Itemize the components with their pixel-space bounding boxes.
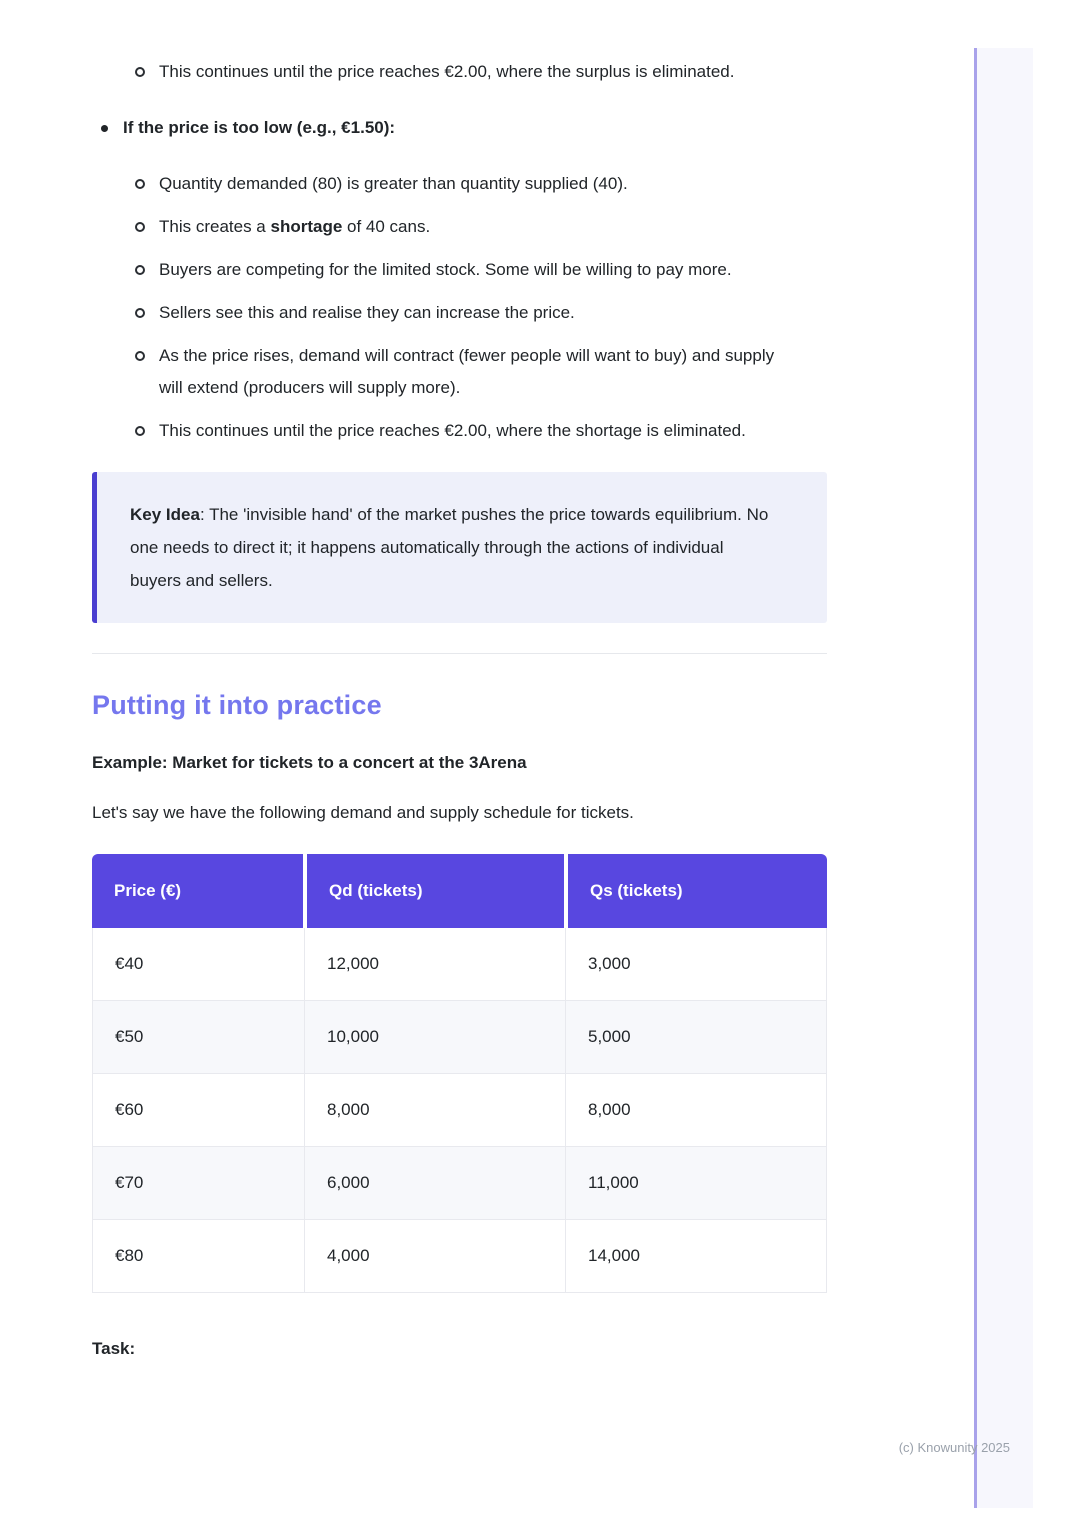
table-cell: 10,000 [305, 1001, 566, 1073]
table-header-row [92, 854, 827, 928]
table-cell: 8,000 [588, 1100, 631, 1119]
circle-bullet-icon [135, 308, 145, 318]
list-item [92, 168, 827, 200]
table-header-qs: Qs (tickets) [568, 854, 827, 928]
list-item [92, 340, 827, 404]
list-item-title: If the price is too low (e.g., €1.50): [123, 118, 396, 137]
example-heading: Example: Market for tickets to a concert at the 3Arena [92, 753, 527, 772]
list-item-text [159, 211, 430, 243]
callout-text: : The 'invisible hand' of the market pushes the price towards equilibrium. No one needs to direct it; it happens automatically through the actions of individual buyers and sellers. [130, 505, 769, 590]
table-cell: €70 [93, 1147, 305, 1219]
list-item-text-bold: shortage [270, 217, 343, 236]
circle-bullet-icon [135, 179, 145, 189]
page-right-margin-panel [977, 48, 1033, 1508]
list-item [92, 297, 827, 329]
list-item-text-part: of 40 cans. [342, 217, 431, 236]
list-item-text: Quantity demanded (80) is greater than quantity supplied (40). [159, 174, 628, 193]
table-cell: 5,000 [588, 1027, 631, 1046]
table-cell: 12,000 [305, 928, 566, 1000]
list-item [92, 211, 827, 243]
task-label: Task: [92, 1339, 136, 1358]
table-cell: €40 [93, 928, 305, 1000]
table-row [93, 1220, 826, 1292]
table-cell: 4,000 [305, 1220, 566, 1292]
document-content [92, 0, 827, 1359]
list-item-text: Buyers are competing for the limited stock. Some will be willing to pay more. [159, 260, 732, 279]
table-header-qd: Qd (tickets) [307, 854, 564, 928]
table-row [93, 1074, 826, 1147]
table-cell: 8,000 [305, 1074, 566, 1146]
table-cell: 11,000 [588, 1173, 639, 1192]
section-divider [92, 653, 827, 654]
table-cell: 3,000 [588, 954, 631, 973]
table-row [93, 928, 826, 1001]
disc-bullet-icon [101, 125, 108, 132]
list-item-text: This continues until the price reaches €2.00, where the surplus is eliminated. [159, 62, 735, 81]
table-body [92, 928, 827, 1293]
intro-paragraph: Let's say we have the following demand and supply schedule for tickets. [92, 803, 634, 822]
circle-bullet-icon [135, 426, 145, 436]
circle-bullet-icon [135, 67, 145, 77]
table-cell: €50 [93, 1001, 305, 1073]
table-cell: 14,000 [588, 1246, 640, 1265]
page-right-border [974, 48, 977, 1508]
table-row [93, 1147, 826, 1220]
circle-bullet-icon [135, 222, 145, 232]
list-item-price-too-low [92, 112, 827, 144]
list-item-text: As the price rises, demand will contract (fewer people will want to buy) and supply will extend (producers will supply more). [159, 346, 775, 397]
list-item-text: Sellers see this and realise they can increase the price. [159, 303, 575, 322]
callout-label: Key Idea [130, 505, 200, 524]
list-item [92, 56, 827, 88]
watermark: (c) Knowunity 2025 [898, 1440, 1010, 1455]
key-idea-callout [92, 472, 827, 623]
table-cell: 6,000 [305, 1147, 566, 1219]
table-row [93, 1001, 826, 1074]
ticket-schedule-table [92, 854, 827, 1293]
list-item-text-part: This creates a [159, 217, 271, 236]
table-header-price: Price (€) [92, 854, 303, 928]
section-heading: Putting it into practice [92, 690, 382, 720]
circle-bullet-icon [135, 351, 145, 361]
list-item [92, 254, 827, 286]
list-item-text: This continues until the price reaches €2.00, where the shortage is eliminated. [159, 421, 746, 440]
circle-bullet-icon [135, 265, 145, 275]
table-cell: €80 [93, 1220, 305, 1292]
table-cell: €60 [93, 1074, 305, 1146]
list-item [92, 415, 827, 447]
